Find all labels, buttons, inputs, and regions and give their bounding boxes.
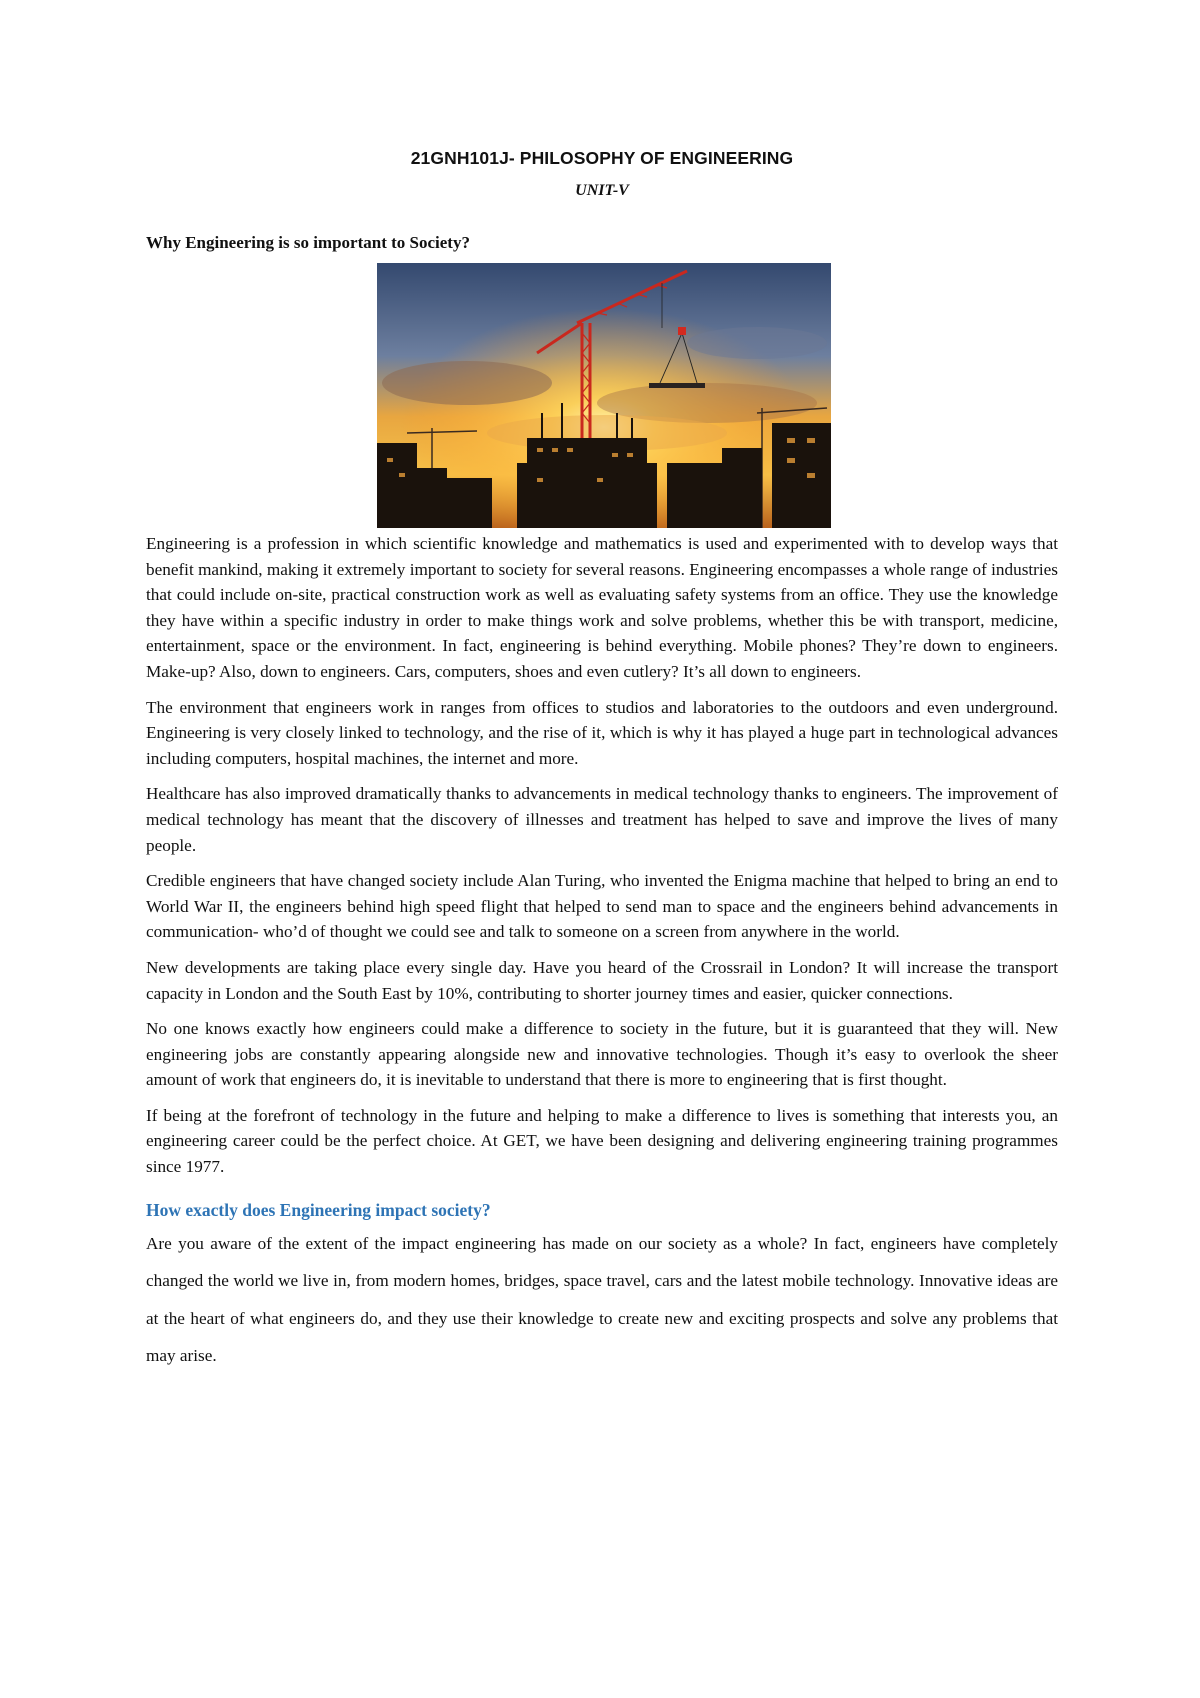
paragraph-work-environment: The environment that engineers work in ranges from offices to studios and laboratories to the outdoors and even underground. Engineering is very closely linked to technology, and the rise of it, which is why it has played a huge part in technological advances including computers, hospital machines, the internet and more. (146, 697, 1058, 768)
paragraph-credible-engineers: Credible engineers that have changed society include Alan Turing, who invented the Enigma machine that helped to bring an end to World War II, the engineers behind high speed flight that helped to send man to space and the engineers behind advancements in communication- who’d of thought we could see and talk to someone on a screen from anywhere in the world. (146, 871, 1058, 942)
construction-cranes-sunset-image (377, 263, 831, 528)
paragraph-career: If being at the forefront of technology in the future and helping to make a difference to lives is something that interests you, an engineering career could be the perfect choice. At GET, we have been designing and delivering engineering training programmes since 1977. (146, 1105, 1058, 1177)
paragraph-impact: Are you aware of the extent of the impact engineering has made on our society as a whole? In fact, engineers have completely changed the world we live in, from modern homes, bridges, space travel, cars and the latest mobile technology. Innovative ideas are at the heart of what engineers do, and they use their knowledge to create new and exciting prospects and solve any problems that may arise. (146, 1233, 1058, 1366)
paragraph-engineering-profession: Engineering is a profession in which scientific knowledge and mathematics is used and experimented with to develop ways that benefit mankind, making it extremely important to society for several reasons. Engineering encompasses a whole range of industries that could include on-site, practical construction work as well as evaluating safety systems from an office. They use the knowledge they have within a specific industry in order to make things work and solve problems, whether this be with transport, medicine, entertainment, space or the environment. In fact, engineering is behind everything. Mobile phones? They’re down to engineers. Make-up? Also, down to engineers. Cars, computers, shoes and even cutlery? It’s all down to engineers. (146, 534, 1058, 681)
section-heading-importance: Why Engineering is so important to Society? (146, 233, 470, 252)
paragraph-future: No one knows exactly how engineers could make a difference to society in the future, but it is guaranteed that they will. New engineering jobs are constantly appearing alongside new and innovative technologies. Though it’s easy to overlook the sheer amount of work that engineers do, it is inevitable to understand that there is more to engineering that is first thought. (146, 1019, 1058, 1090)
paragraph-healthcare: Healthcare has also improved dramatically thanks to advancements in medical technology thanks to engineers. The improvement of medical technology has meant that the discovery of illnesses and treatment has helped to save and improve the lives of many people. (146, 784, 1058, 855)
unit-title: UNIT-V (575, 182, 629, 199)
document-page (146, 140, 1058, 1385)
section-heading-impact: How exactly does Engineering impact society? (146, 1199, 491, 1220)
course-title: 21GNH101J- PHILOSOPHY OF ENGINEERING (410, 148, 794, 168)
paragraph-new-developments: New developments are taking place every single day. Have you heard of the Crossrail in London? It will increase the transport capacity in London and the South East by 10%, contributing to shorter journey times and easier, quicker connections. (146, 957, 1058, 1003)
